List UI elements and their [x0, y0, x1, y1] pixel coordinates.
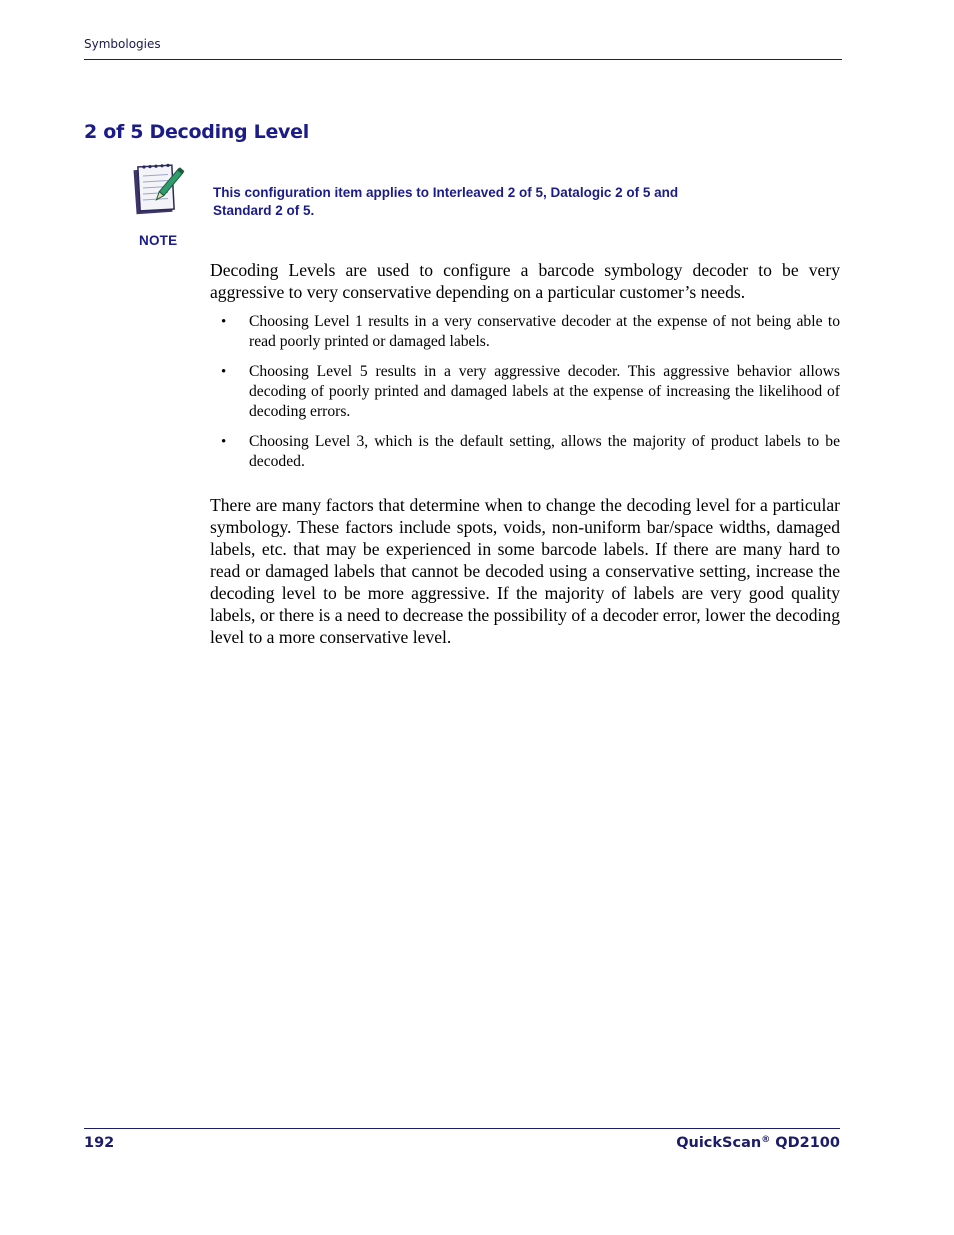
decoding-level-list	[210, 312, 840, 482]
header-divider	[84, 59, 842, 60]
bullet-symbol: •	[221, 434, 227, 450]
intro-text: Decoding Levels are used to configure a barcode symbology decoder to be very aggressive to very conservative depending on a particular customer’s needs.	[210, 260, 840, 302]
list-item	[210, 432, 840, 472]
intro-paragraph	[210, 259, 840, 303]
list-item-text: Choosing Level 3, which is the default setting, allows the majority of product labels to be decoded.	[249, 433, 840, 470]
note-text: This configuration item applies to Interleaved 2 of 5, Datalogic 2 of 5 and Standard 2 of 5.	[213, 185, 679, 218]
notepad-pen-icon	[132, 160, 188, 218]
list-item	[210, 362, 840, 422]
product-title	[676, 1135, 840, 1151]
product-name: QuickScan	[676, 1135, 762, 1151]
page-number: 192	[84, 1135, 115, 1151]
bullet-symbol: •	[221, 314, 227, 330]
bullet-symbol: •	[221, 364, 227, 380]
registered-mark: ®	[761, 1135, 771, 1145]
list-item	[210, 312, 840, 352]
running-header: Symbologies	[84, 37, 161, 51]
note-label: NOTE	[139, 233, 178, 248]
list-item-text: Choosing Level 1 results in a very conservative decoder at the expense of not being able to read poorly printed or damaged labels.	[249, 313, 840, 350]
section-title: 2 of 5 Decoding Level	[84, 121, 309, 143]
factors-paragraph	[210, 494, 840, 648]
list-item-text: Choosing Level 5 results in a very aggressive decoder. This aggressive behavior allows decoding of poorly printed and damaged labels at the expense of increasing the likelihood of decoding errors.	[249, 363, 840, 420]
footer-divider	[84, 1128, 840, 1129]
factors-text: There are many factors that determine when to change the decoding level for a particular symbology. These factors include spots, voids, non-uniform bar/space widths, damaged labels, etc. that may be experienced in some barcode labels. If there are many hard to read or damaged labels that cannot be decoded using a conservative setting, increase the decoding level to be more aggressive. If the majority of labels are very good quality labels, or there is a need to decrease the possibility of a decoder error, lower the decoding level to a more conservative level.	[210, 495, 840, 647]
product-model: QD2100	[775, 1135, 840, 1151]
